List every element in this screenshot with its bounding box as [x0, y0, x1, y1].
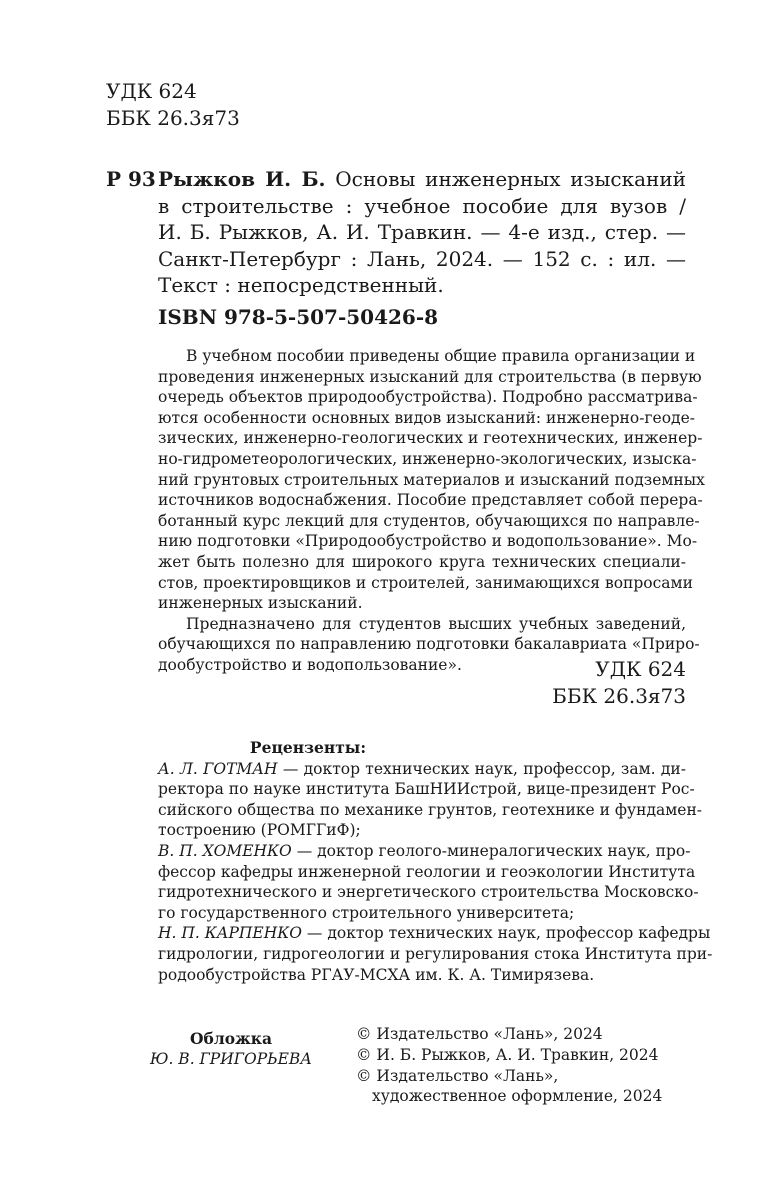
author-cipher: Р 93 — [106, 167, 156, 191]
abstract — [158, 346, 705, 676]
bbk-code: ББК 26.3я73 — [552, 684, 686, 708]
udk-code: УДК 624 — [106, 79, 197, 103]
reviewer-line: гидрологии, гидрогеологии и регулирования стока Института при- — [158, 944, 713, 963]
cover-label: Обложка — [190, 1029, 272, 1048]
udk-code: УДК 624 — [595, 657, 686, 681]
abstract-line: ются особенности основных видов изысканий: инженерно-геоде- — [158, 408, 696, 427]
reviewer-line: тостроению (РОМГГиФ); — [158, 821, 361, 840]
copyright-notices — [356, 1024, 662, 1107]
copyright-publisher: © Издательство «Лань», 2024 — [356, 1025, 603, 1043]
reviewer-name: А. Л. ГОТМАН — [158, 759, 278, 778]
entry-line: в строительстве : учебное пособие для вузов / — [158, 193, 686, 218]
abstract-line: обучающихся по направлению подготовки бакалавриата «Приро- — [158, 635, 700, 654]
reviewer-desc: — доктор технических наук, профессор кафедры — [306, 924, 711, 943]
reviewers — [158, 738, 713, 985]
classification-codes-top — [106, 78, 240, 132]
reviewer-line: гидротехнического и энергетического строительства Московско- — [158, 883, 699, 902]
abstract-line: но-гидрометеорологических, инженерно-экологических, изыска- — [158, 449, 697, 468]
reviewer-line: ректора по науке института БашНИИстрой, вице-президент Рос- — [158, 780, 695, 799]
isbn: ISBN 978-5-507-50426-8 — [158, 305, 439, 329]
abstract-line: зических, инженерно-геологических и геотехнических, инженер- — [158, 429, 703, 448]
reviewer-line: родообустройства РГАУ-МСХА им. К. А. Тимирязева. — [158, 965, 595, 984]
abstract-line: проведения инженерных изысканий для строительства (в первую — [158, 367, 702, 386]
cover-artist: Ю. В. ГРИГОРЬЕВА — [149, 1050, 313, 1068]
abstract-line: стов, проектировщиков и строителей, занимающихся вопросами — [158, 573, 693, 592]
reviewer-line: го государственного строительного университета; — [158, 903, 575, 922]
copyright-design-detail: художественное оформление, 2024 — [372, 1087, 663, 1106]
entry-line: И. Б. Рыжков, А. И. Травкин. — 4-е изд., стер. — — [158, 220, 686, 244]
copyright-design: © Издательство «Лань», — [356, 1066, 559, 1085]
reviewer-desc: — доктор геолого-минералогических наук, про- — [296, 841, 691, 860]
reviewers-heading: Рецензенты: — [249, 738, 367, 757]
reviewer-line: сийского общества по механике грунтов, геотехнике и фундамен- — [158, 800, 703, 819]
abstract-line: нию подготовки «Природообустройство и водопользование». Мо- — [158, 532, 698, 551]
author-name: Рыжков И. Б. — [158, 167, 326, 191]
reviewer-line — [158, 923, 711, 944]
abstract-line: ний грунтовых строительных материалов и изысканий подземных — [158, 470, 705, 489]
entry-line: Санкт-Петербург : Лань, 2024. — 152 с. : ил. — — [158, 246, 686, 271]
reviewer-line: фессор кафедры инженерной геологии и геоэкологии Института — [158, 862, 696, 881]
reviewer-name: В. П. ХОМЕНКО — [158, 841, 292, 860]
abstract-line: ботанный курс лекций для студентов, обучающихся по направле- — [158, 511, 700, 530]
abstract-line: Предназначено для студентов высших учебных заведений, — [186, 614, 686, 633]
bbk-code: ББК 26.3я73 — [106, 106, 240, 130]
abstract-line: очередь объектов природообустройства). Подробно рассматрива- — [158, 388, 698, 407]
reviewer-line — [158, 759, 686, 780]
abstract-line: жет быть полезно для широкого круга технических специали- — [158, 552, 686, 571]
entry-line: Текст : непосредственный. — [158, 273, 444, 297]
entry-line — [158, 166, 686, 193]
abstract-line: В учебном пособии приведены общие правила организации и — [186, 347, 696, 365]
reviewer-line — [158, 841, 691, 862]
abstract-line: источников водоснабжения. Пособие представляет собой перера- — [158, 491, 703, 510]
copyright-authors: © И. Б. Рыжков, А. И. Травкин, 2024 — [356, 1045, 659, 1064]
reviewer-name: Н. П. КАРПЕНКО — [158, 924, 302, 943]
bibliographic-description — [158, 166, 686, 299]
classification-codes-bottom — [552, 656, 686, 710]
abstract-line: инженерных изысканий. — [158, 594, 363, 613]
abstract-line: дообустройство и водопользование». — [158, 655, 462, 674]
cover-credit — [146, 1028, 316, 1070]
entry-title: Основы инженерных изысканий — [335, 167, 686, 191]
reviewer-desc: — доктор технических наук, профессор, зам. ди- — [282, 759, 686, 778]
